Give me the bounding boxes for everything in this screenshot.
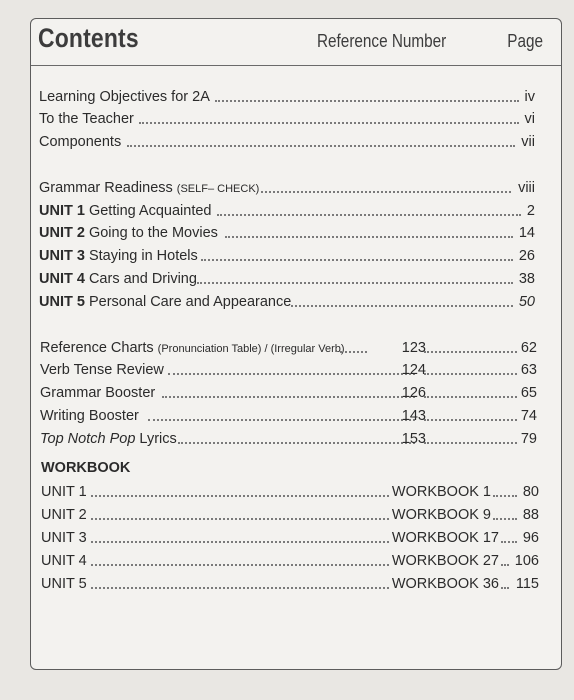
unit-number: UNIT 5	[41, 576, 87, 592]
toc-page-number: 74	[520, 408, 537, 424]
unit-number: UNIT 1	[39, 203, 85, 219]
toc-row[interactable]	[39, 201, 535, 221]
toc-page-number: 62	[520, 340, 537, 356]
unit-title: Personal Care and Appearance	[88, 294, 292, 310]
toc-row[interactable]	[39, 292, 535, 312]
toc-page-number: 63	[520, 362, 537, 378]
toc-row[interactable]	[41, 574, 539, 594]
dot-leader	[127, 145, 515, 147]
dot-leader	[424, 396, 517, 398]
toc-page-number: vii	[521, 134, 535, 150]
unit-number: UNIT 5	[39, 294, 85, 310]
contents-header	[31, 19, 561, 66]
unit-number: UNIT 3	[41, 530, 87, 546]
dot-leader	[225, 236, 513, 238]
unit-title: Getting Acquainted	[88, 203, 212, 219]
dot-leader	[501, 587, 509, 589]
toc-row[interactable]	[39, 178, 535, 198]
toc-page-number: 2	[526, 203, 535, 219]
dot-leader	[340, 351, 367, 353]
toc-row[interactable]	[39, 109, 535, 129]
workbook-reference: WORKBOOK 27	[391, 553, 499, 569]
toc-row[interactable]	[39, 132, 535, 152]
toc-entry-label: Grammar Booster	[40, 385, 156, 401]
dot-leader	[501, 541, 517, 543]
unit-number: UNIT 2	[39, 225, 85, 241]
dot-leader	[424, 351, 517, 353]
dot-leader	[493, 518, 517, 520]
toc-entry-label: To the Teacher	[39, 111, 134, 127]
toc-page-number: 96	[522, 530, 539, 546]
dot-leader	[178, 442, 415, 444]
unit-number: UNIT 3	[39, 248, 85, 264]
dot-leader	[424, 373, 517, 375]
toc-row[interactable]	[41, 551, 539, 571]
dot-leader	[91, 518, 389, 520]
toc-row[interactable]	[40, 406, 537, 426]
dot-leader	[493, 495, 517, 497]
toc-page-number: 65	[520, 385, 537, 401]
unit-title: Going to the Movies	[88, 225, 218, 241]
dot-leader	[201, 259, 513, 261]
dot-leader	[501, 564, 509, 566]
dot-leader	[197, 282, 513, 284]
column-header-reference: Reference Number	[317, 31, 447, 51]
page-title: Contents	[38, 23, 139, 53]
toc-row[interactable]	[40, 383, 537, 403]
contents-frame	[30, 18, 562, 670]
dot-leader	[217, 214, 521, 216]
toc-page-number: 38	[518, 271, 535, 287]
unit-number: UNIT 2	[41, 507, 87, 523]
toc-page-number: 115	[515, 576, 539, 592]
toc-page-number: 88	[522, 507, 539, 523]
dot-leader	[148, 419, 415, 421]
unit-number: UNIT 4	[39, 271, 85, 287]
toc-entry-label: Components	[39, 134, 122, 150]
toc-page-number: 50	[518, 294, 535, 310]
toc-entry-label-italic: Top Notch Pop	[40, 431, 136, 447]
toc-entry-note: (SELF– CHECK)	[176, 183, 260, 195]
workbook-reference: WORKBOOK 9	[391, 507, 491, 523]
reference-number: 153	[401, 431, 426, 447]
reference-number: 123	[401, 340, 426, 356]
dot-leader	[215, 100, 519, 102]
dot-leader	[91, 587, 389, 589]
toc-entry-label: Learning Objectives for 2A	[39, 89, 210, 105]
dot-leader	[139, 122, 519, 124]
toc-entry-label: Verb Tense Review	[40, 362, 164, 378]
toc-page-number: iv	[524, 89, 535, 105]
toc-page-number: 79	[520, 431, 537, 447]
toc-row[interactable]	[40, 429, 537, 449]
workbook-reference: WORKBOOK 17	[391, 530, 499, 546]
reference-number: 143	[401, 408, 426, 424]
toc-page-number: 14	[518, 225, 535, 241]
dot-leader	[424, 419, 517, 421]
dot-leader	[91, 564, 389, 566]
dot-leader	[291, 305, 513, 307]
toc-row[interactable]	[39, 87, 535, 107]
toc-row[interactable]	[39, 246, 535, 266]
dot-leader	[424, 442, 517, 444]
toc-row[interactable]	[40, 360, 537, 380]
toc-entry-note: (Pronunciation Table) / (Irregular Verb)	[157, 343, 345, 355]
toc-page-number: 106	[514, 553, 539, 569]
toc-page-number: 26	[518, 248, 535, 264]
toc-page-number: 80	[522, 484, 539, 500]
toc-row[interactable]	[41, 528, 539, 548]
toc-entry-label: Lyrics	[139, 431, 177, 447]
toc-row[interactable]	[41, 505, 539, 525]
unit-title: Cars and Driving	[88, 271, 197, 287]
workbook-section-title: WORKBOOK	[41, 460, 131, 476]
workbook-reference: WORKBOOK 1	[391, 484, 491, 500]
reference-number: 126	[401, 385, 426, 401]
toc-entry-label: Writing Booster	[40, 408, 139, 424]
unit-title: Staying in Hotels	[88, 248, 198, 264]
dot-leader	[168, 373, 415, 375]
toc-row[interactable]	[40, 338, 537, 358]
dot-leader	[261, 191, 511, 193]
dot-leader	[91, 495, 389, 497]
toc-entry-label: Reference Charts	[40, 340, 154, 356]
reference-number: 124	[401, 362, 426, 378]
workbook-reference: WORKBOOK 36	[391, 576, 499, 592]
unit-number: UNIT 1	[41, 484, 87, 500]
dot-leader	[162, 396, 415, 398]
dot-leader	[91, 541, 389, 543]
toc-page-number: viii	[518, 180, 535, 196]
toc-row[interactable]	[39, 223, 535, 243]
unit-number: UNIT 4	[41, 553, 87, 569]
toc-row[interactable]	[41, 482, 539, 502]
toc-entry-label: Grammar Readiness	[39, 180, 173, 196]
toc-page-number: vi	[524, 111, 535, 127]
column-header-page: Page	[507, 31, 543, 51]
toc-row[interactable]	[39, 269, 535, 289]
